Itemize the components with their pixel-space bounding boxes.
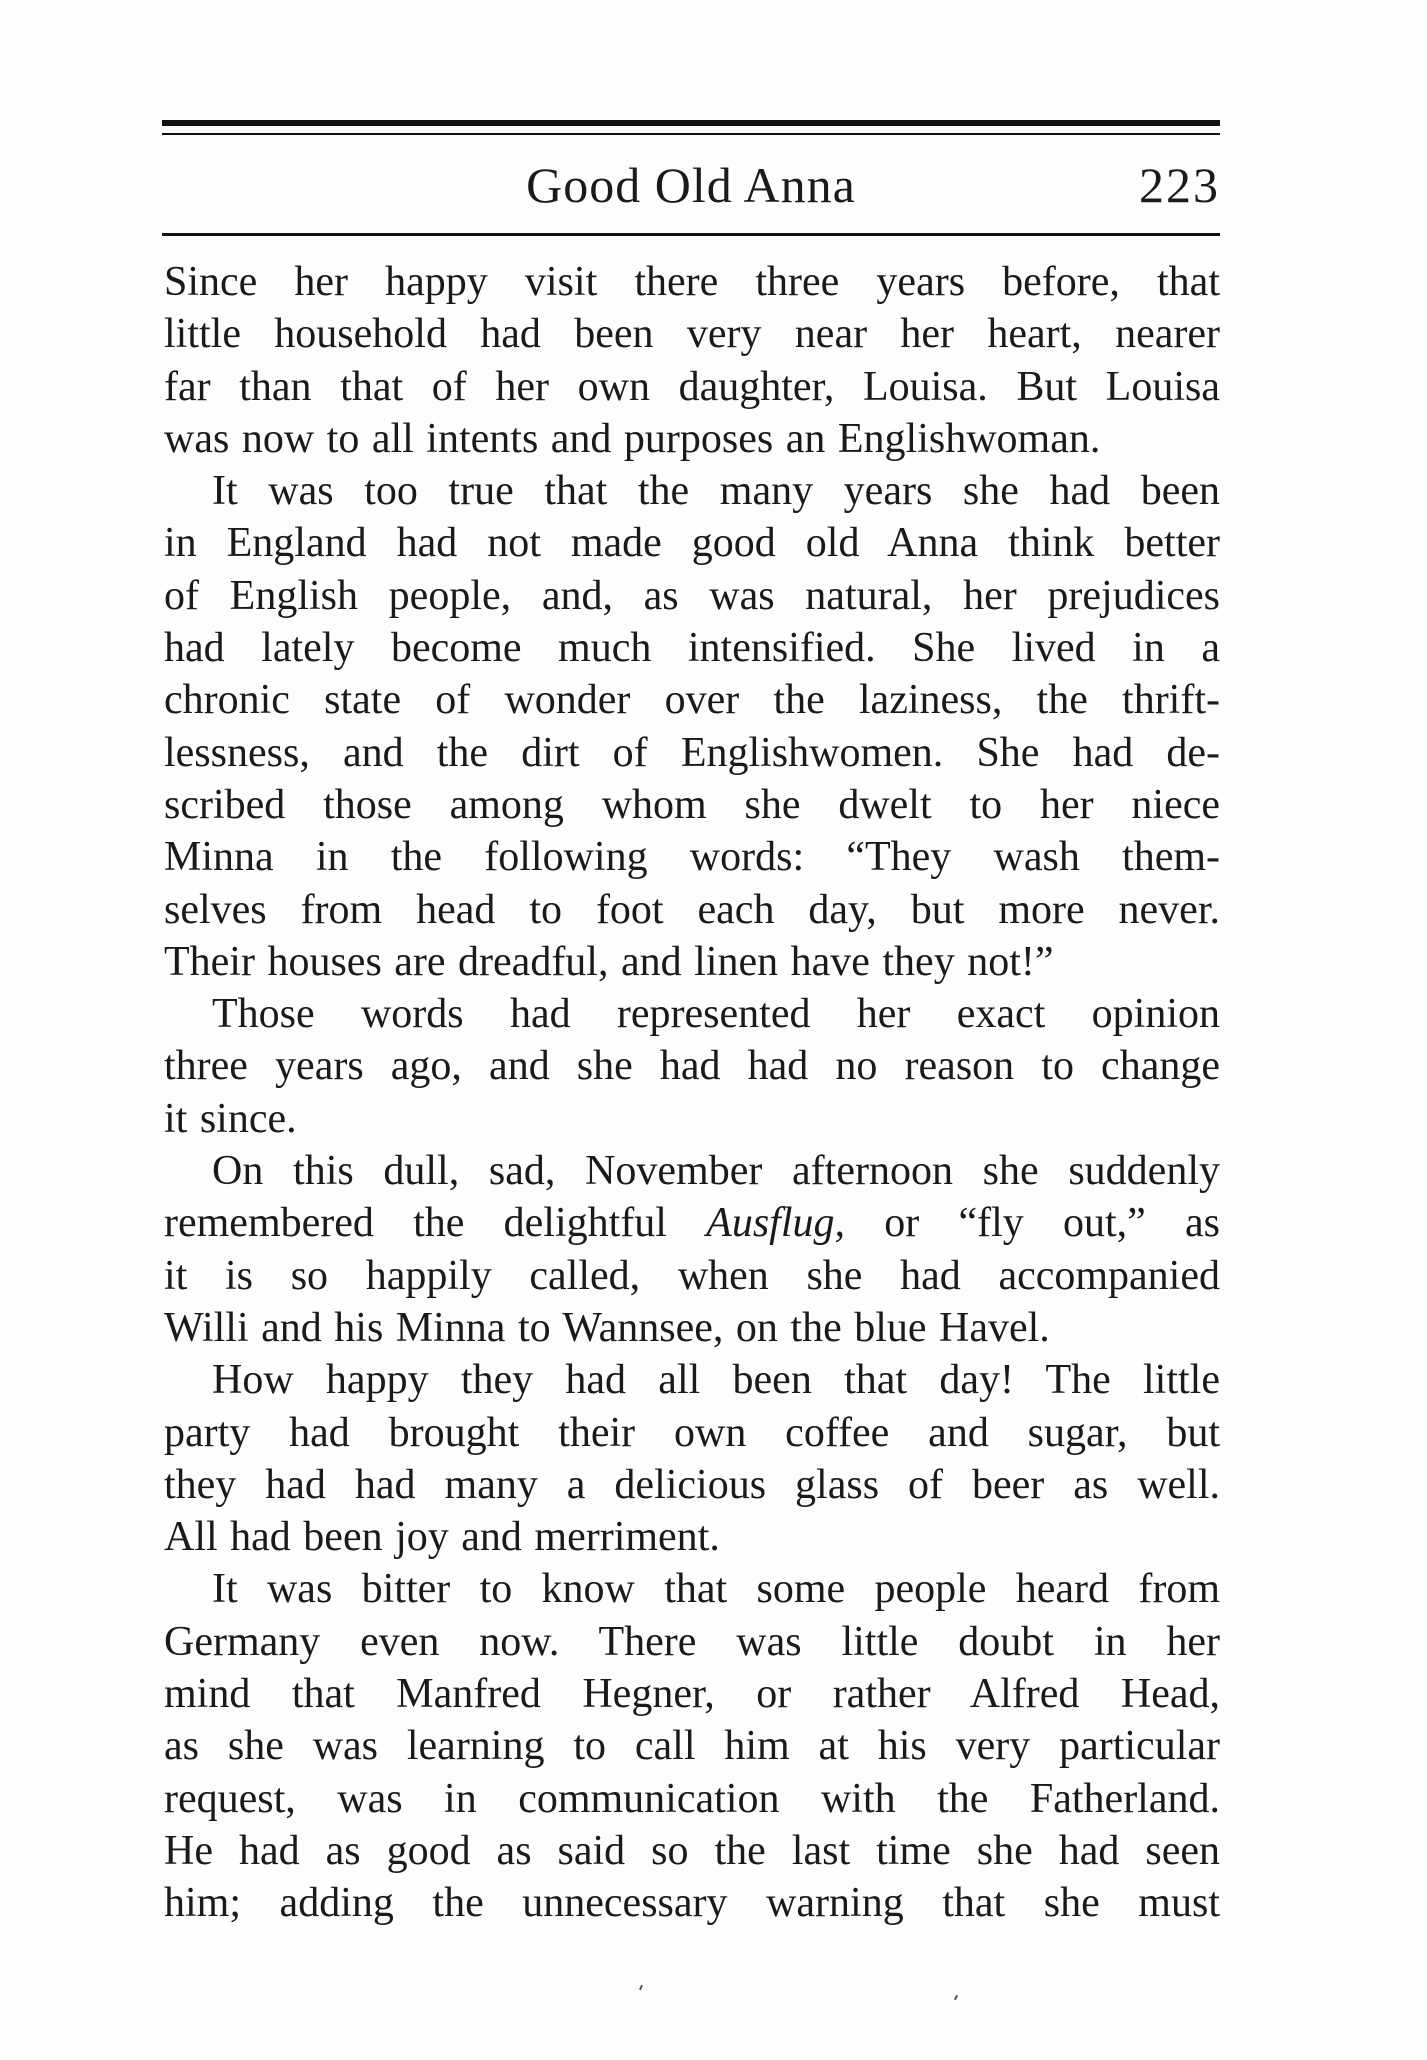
header-rule-thin (162, 133, 1220, 135)
paragraph (164, 1145, 1220, 1354)
text-line: scribed those among whom she dwelt to her niece (164, 781, 1220, 828)
text-line: Germany even now. There was little doubt in her (164, 1618, 1220, 1665)
text-line: had lately become much intensified. She lived in a (164, 625, 1220, 672)
text-line: as she was learning to call him at his very particular (164, 1723, 1220, 1770)
text-line: little household had been very near her heart, nearer (164, 311, 1220, 358)
text-line: All had been joy and merriment. (164, 1514, 720, 1561)
print-speck (639, 1985, 643, 1990)
text-line: On this dull, sad, November afternoon she suddenly (212, 1148, 1220, 1195)
text-line: party had brought their own coffee and sugar, but (164, 1409, 1220, 1456)
header-rule-thick (162, 120, 1220, 126)
text-line: chronic state of wonder over the laziness, the thrift- (164, 677, 1220, 724)
body-text (164, 256, 1220, 1930)
paragraph (164, 256, 1220, 465)
paragraph (164, 1354, 1220, 1563)
text-run: remembered the delightful (164, 1200, 707, 1247)
text-line (164, 1197, 1220, 1249)
print-speck (954, 1995, 958, 2000)
text-line: It was too true that the many years she had been (212, 468, 1220, 515)
text-line: lessness, and the dirt of Englishwomen. She had de- (164, 729, 1220, 776)
text-line: Their houses are dreadful, and linen have they not!” (164, 938, 1054, 985)
text-line: was now to all intents and purposes an Englishwoman. (164, 415, 1101, 462)
page-number: 223 (1139, 157, 1220, 213)
paragraph (164, 1563, 1220, 1929)
text-line: Since her happy visit there three years before, that (164, 259, 1220, 305)
text-run: or “fly out,” as (845, 1200, 1220, 1247)
text-line: him; adding the unnecessary warning that she must (164, 1880, 1220, 1927)
paragraph (164, 988, 1220, 1145)
text-line: it is so happily called, when she had accompanied (164, 1252, 1220, 1299)
header-rule-bottom (162, 233, 1220, 236)
text-line: three years ago, and she had had no reason to change (164, 1043, 1220, 1090)
text-line: He had as good as said so the last time she had seen (164, 1827, 1220, 1874)
text-line: mind that Manfred Hegner, or rather Alfred Head, (164, 1671, 1220, 1718)
italic-term: Ausflug, (706, 1200, 846, 1247)
text-line: they had had many a delicious glass of beer as well. (164, 1461, 1220, 1508)
text-line: far than that of her own daughter, Louisa. But Louisa (164, 363, 1220, 410)
text-line: in England had not made good old Anna think better (164, 520, 1220, 567)
text-line: request, was in communication with the Fatherland. (164, 1775, 1220, 1822)
text-line: it since. (164, 1095, 297, 1142)
text-line: How happy they had all been that day! The little (212, 1357, 1220, 1404)
paragraph (164, 465, 1220, 988)
text-line: of English people, and, as was natural, her prejudices (164, 572, 1220, 619)
running-head (162, 148, 1220, 222)
text-line: selves from head to foot each day, but more never. (164, 886, 1220, 933)
text-line: Those words had represented her exact opinion (212, 991, 1220, 1038)
text-line: It was bitter to know that some people heard from (212, 1566, 1220, 1613)
text-line: Minna in the following words: “They wash them- (164, 834, 1220, 881)
text-line: Willi and his Minna to Wannsee, on the blue Havel. (164, 1304, 1050, 1351)
running-title: Good Old Anna (526, 157, 856, 213)
